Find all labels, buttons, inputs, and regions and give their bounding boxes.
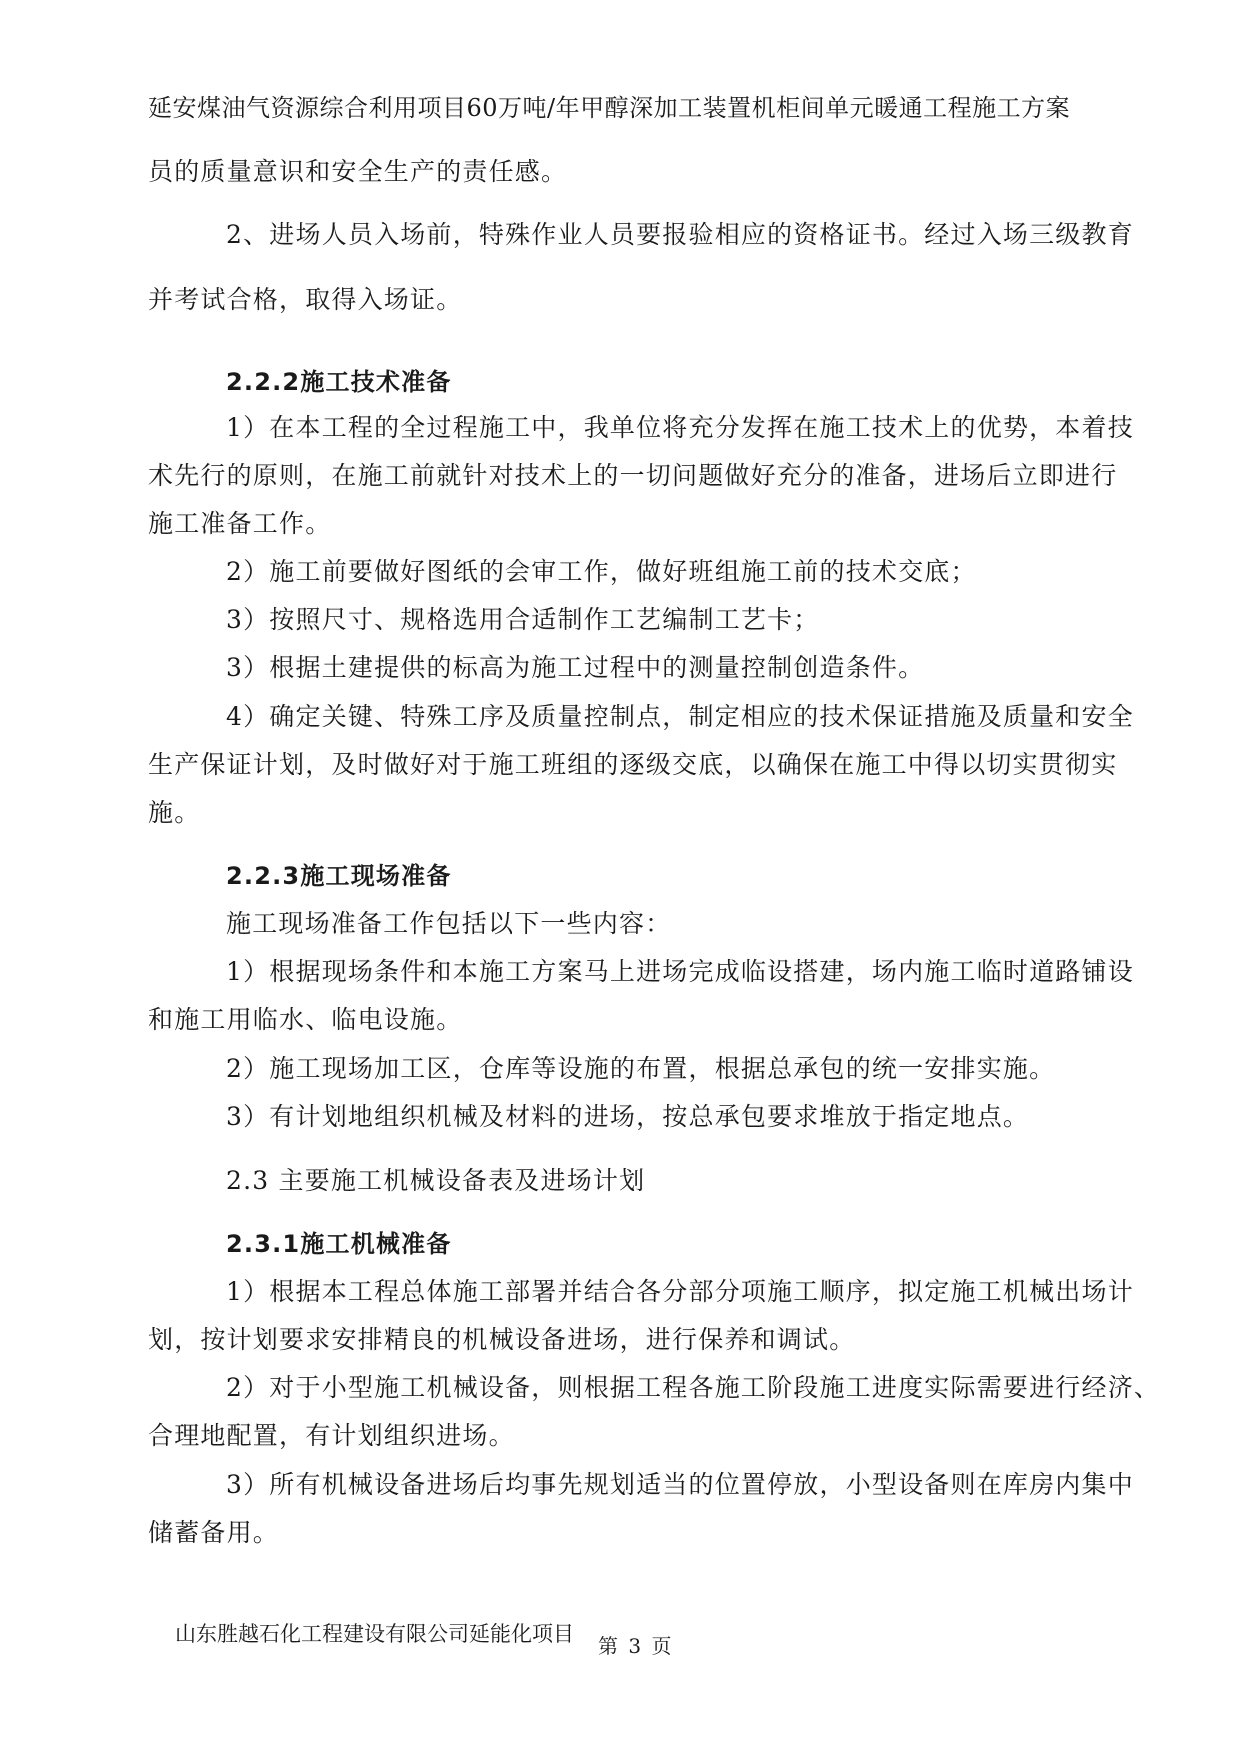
- paragraph-line: 3）根据土建提供的标高为施工过程中的测量控制创造条件。: [226, 653, 925, 682]
- page-number: 第 3 页: [598, 1634, 672, 1658]
- paragraph-line: 生产保证计划，及时做好对于施工班组的逐级交底，以确保在施工中得以切实贯彻实: [148, 750, 1118, 779]
- paragraph-line: 2）对于小型施工机械设备，则根据工程各施工阶段施工进度实际需要进行经济、: [226, 1373, 1161, 1402]
- paragraph-line: 3）按照尺寸、规格选用合适制作工艺编制工艺卡；: [226, 605, 820, 634]
- section-heading: 2.3.1施工机械准备: [226, 1230, 452, 1258]
- paragraph-line: 施工准备工作。: [148, 509, 332, 538]
- paragraph-line: 施工现场准备工作包括以下一些内容：: [226, 909, 672, 938]
- paragraph-line: 施。: [148, 798, 201, 827]
- paragraph-line: 储蓄备用。: [148, 1518, 280, 1547]
- paragraph-line: 1）根据本工程总体施工部署并结合各分部分项施工顺序，拟定施工机械出场计: [226, 1277, 1134, 1306]
- paragraph-line: 合理地配置，有计划组织进场。: [148, 1421, 515, 1450]
- section-heading: 2.2.3施工现场准备: [226, 862, 452, 890]
- paragraph-line: 划，按计划要求安排精良的机械设备进场，进行保养和调试。: [148, 1325, 856, 1354]
- paragraph-line: 3）有计划地组织机械及材料的进场，按总承包要求堆放于指定地点。: [226, 1102, 1030, 1131]
- paragraph-line: 1）在本工程的全过程施工中，我单位将充分发挥在施工技术上的优势，本着技: [226, 413, 1134, 442]
- paragraph-line: 4）确定关键、特殊工序及质量控制点，制定相应的技术保证措施及质量和安全: [226, 702, 1134, 731]
- footer-company: 山东胜越石化工程建设有限公司延能化项目: [175, 1622, 574, 1646]
- paragraph-line: 1）根据现场条件和本施工方案马上进场完成临设搭建，场内施工临时道路铺设: [226, 957, 1134, 986]
- paragraph-line: 3）所有机械设备进场后均事先规划适当的位置停放，小型设备则在库房内集中: [226, 1470, 1134, 1499]
- paragraph-line: 和施工用临水、临电设施。: [148, 1005, 463, 1034]
- paragraph-line: 2）施工现场加工区，仓库等设施的布置，根据总承包的统一安排实施。: [226, 1054, 1056, 1083]
- section-heading-plain: 2.3 主要施工机械设备表及进场计划: [226, 1166, 646, 1195]
- section-heading: 2.2.2施工技术准备: [226, 368, 452, 396]
- paragraph-line: 术先行的原则，在施工前就针对技术上的一切问题做好充分的准备，进场后立即进行: [148, 461, 1118, 490]
- document-header: 延安煤油气资源综合利用项目60万吨/年甲醇深加工装置机柜间单元暖通工程施工方案: [148, 94, 1071, 122]
- paragraph-line: 并考试合格，取得入场证。: [148, 285, 463, 314]
- paragraph-line: 员的质量意识和安全生产的责任感。: [148, 157, 568, 186]
- paragraph-line: 2、进场人员入场前，特殊作业人员要报验相应的资格证书。经过入场三级教育: [226, 220, 1134, 249]
- paragraph-line: 2）施工前要做好图纸的会审工作，做好班组施工前的技术交底；: [226, 557, 977, 586]
